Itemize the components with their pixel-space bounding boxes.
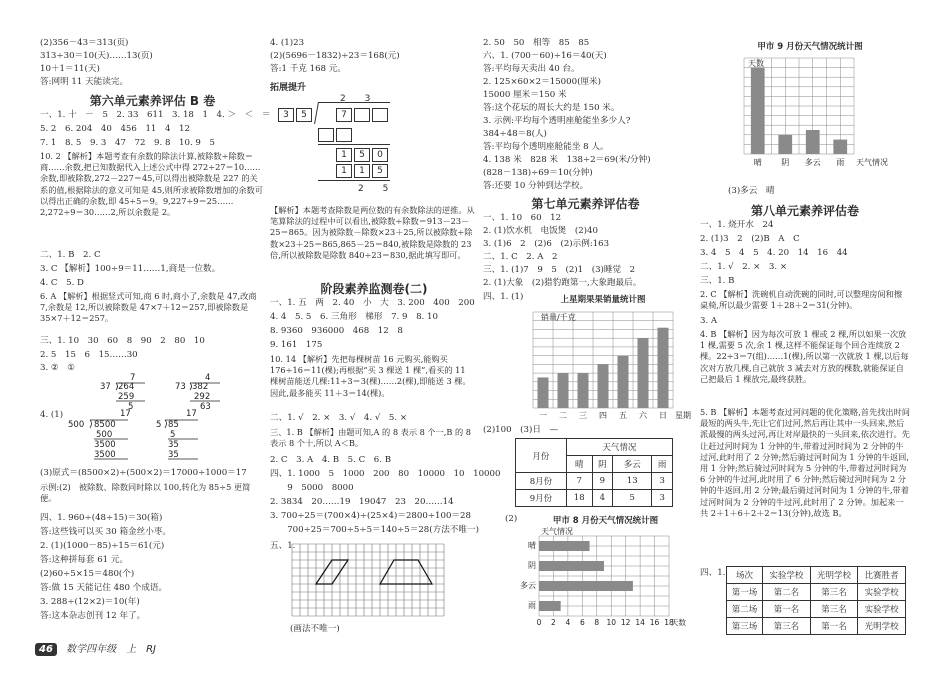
- line: 答:还要 10 分钟到达学校。: [483, 181, 589, 191]
- svg-text:73: 73: [175, 382, 186, 392]
- table-cell: 第三名: [810, 584, 858, 601]
- line: 三、1. (1)7 9 5 (2)1 (3)睡觉 2: [483, 265, 636, 275]
- bar: [578, 373, 589, 408]
- section-title: 阶段素养监测卷(二): [320, 282, 428, 296]
- line: 答:这本杂志创刊 12 年了。: [40, 611, 146, 621]
- line: 四、1. 960÷(48÷15)＝30(箱): [40, 513, 163, 523]
- svg-text:292: 292: [194, 392, 211, 402]
- svg-text:500: 500: [68, 420, 85, 430]
- svg-text:17: 17: [120, 409, 131, 419]
- line: 2. (1)(1000－85)÷15＝61(元): [40, 541, 165, 551]
- table-cell: 第一场: [727, 584, 763, 601]
- line: 2. 50 50 相等 85 85: [483, 38, 590, 48]
- table-header: 场次: [727, 567, 763, 584]
- line: (2)60÷5×15＝480(个): [40, 569, 135, 579]
- x-tick-label: 晴: [753, 158, 762, 167]
- bracket: [314, 102, 320, 124]
- column-3: [483, 0, 691, 673]
- line: 3. 288÷(12×2)＝10(年): [40, 597, 140, 607]
- bar: [806, 130, 820, 154]
- puzzle-remainder: 2 5: [358, 184, 397, 194]
- line: (3)多云 晴: [728, 186, 775, 196]
- x-tick-label: 6: [579, 618, 585, 627]
- svg-text:4: 4: [205, 373, 211, 383]
- y-axis-label: 销量/千克: [541, 313, 576, 322]
- table-row: [727, 601, 906, 618]
- svg-text:37: 37: [100, 382, 111, 392]
- section-title: 第八单元素养评估卷: [750, 204, 859, 218]
- line: 4. (1)23: [270, 38, 305, 48]
- line: 四、1. (1): [483, 292, 524, 302]
- line: 四、1.: [700, 568, 726, 578]
- svg-text:3500: 3500: [94, 450, 116, 460]
- line: 3. 示例:平均每个透明座舱能坐多少人?: [483, 116, 631, 126]
- page-footer: [35, 640, 156, 656]
- line: 15000 厘米＝150 米: [483, 90, 567, 100]
- bar: [598, 364, 609, 408]
- puzzle-box: [318, 128, 334, 142]
- table-cell: 3: [652, 490, 673, 507]
- svg-text:35: 35: [168, 450, 179, 460]
- svg-text:5: 5: [128, 402, 134, 412]
- puzzle-box: 5: [296, 108, 312, 122]
- puzzle-box: [354, 108, 370, 122]
- digit-puzzle: [270, 94, 430, 200]
- svg-text:17: 17: [186, 409, 197, 419]
- column-4: [700, 0, 910, 673]
- line: 一、1. 10 60 12: [483, 213, 562, 223]
- x-tick-label: 2: [551, 618, 556, 627]
- table-cell: 实验学校: [858, 584, 906, 601]
- line: 4. C 5. D: [40, 278, 84, 288]
- line: 二、1. C 2. A 2: [483, 252, 558, 262]
- line: 2. 5 15 6 15……30: [40, 350, 138, 360]
- table-cell: 第一名: [763, 601, 811, 618]
- x-tick-label: 多云: [804, 158, 821, 167]
- bar: [778, 135, 792, 154]
- line: 3. 700÷25＝(700×4)÷(25×4)＝2800÷100＝28: [270, 511, 471, 521]
- x-tick-label: 4: [565, 618, 571, 627]
- analysis-text: 10. 14 【解析】先把每棵树苗 16 元购买,能购买 176÷16＝11(棵);再根据“买 3 棵送 1 棵”,看买的 11 棵树苗能送几棵:11÷3＝3(棵)……2(棵),即能送 3 棵。因此,最多能买 11＋3＝14(棵)。: [270, 354, 471, 398]
- line: 二、1. √ 2. × 3. √ 4. √ 5. ×: [270, 413, 408, 423]
- line: 三、1. 10 30 60 8 90 2 80 10: [40, 336, 205, 346]
- x-tick-label: 18: [664, 618, 674, 627]
- table-header: 月份: [516, 439, 567, 473]
- table-row: [727, 584, 906, 601]
- rule: [318, 180, 390, 181]
- rule: [318, 144, 390, 145]
- table-header: 晴: [566, 456, 592, 473]
- x-axis-label: 星期: [675, 411, 691, 420]
- svg-text:259: 259: [118, 392, 135, 402]
- weather-aug-hbar-chart: [511, 526, 691, 634]
- bar: [618, 356, 629, 408]
- line: 五、1.: [270, 541, 296, 551]
- table-cell: 8月份: [516, 473, 567, 490]
- puzzle-box: 7: [336, 108, 352, 122]
- table-cell: 第二名: [763, 584, 811, 601]
- line: 3. C 【解析】100÷9＝11……1,商是一位数。: [40, 264, 221, 274]
- line: 答:1 千克 168 元。: [270, 64, 346, 74]
- line: 3. 4 5 4 5 4. 20 14 16 44: [700, 248, 848, 258]
- y-tick-label: 阴: [528, 561, 536, 570]
- line: 4. 138 米 828 米 138÷2＝69(米/分钟): [483, 155, 651, 165]
- long-division-figure: [100, 372, 250, 412]
- table-header: 比赛胜者: [858, 567, 906, 584]
- line: 六、1. (700－60)÷16＝40(天): [483, 51, 607, 61]
- bar: [539, 561, 604, 571]
- puzzle-quotient: 2 3: [340, 94, 379, 104]
- analysis-text: 2. C 【解析】洗碗机自动洗碗的同时,可以整理房间和擦桌椅,所以最少需要 1＋28＋2＝31(分钟)。: [700, 289, 903, 311]
- x-tick-label: 五: [619, 411, 627, 420]
- bar: [638, 338, 649, 408]
- race-result-table: [726, 566, 906, 635]
- svg-text:35: 35: [168, 440, 179, 450]
- table-header: 阴: [592, 456, 613, 473]
- chart-title: 甲市 9 月份天气情况统计图: [757, 42, 863, 52]
- analysis-text: 6. A 【解析】根据竖式可知,商 6 时,商小了,余数是 47,改商 7,余数是 12,所以被除数是 47×7＋12＝257,即被除数是 35×7＋12＝257。: [40, 291, 257, 324]
- x-tick-label: 二: [559, 411, 567, 420]
- line: 二、1. √ 2. × 3. ×: [700, 262, 788, 272]
- svg-text:85: 85: [168, 420, 179, 430]
- x-tick-label: 14: [635, 618, 645, 627]
- puzzle-box: 1: [354, 164, 370, 178]
- bar: [539, 581, 633, 591]
- svg-text:63: 63: [200, 402, 211, 412]
- x-tick-label: 16: [649, 618, 660, 627]
- x-tick-label: 一: [539, 411, 547, 420]
- x-tick-label: 六: [639, 411, 647, 420]
- line: (3)原式＝(8500×2)÷(500×2)＝17000÷1000＝17: [40, 468, 247, 478]
- line: (2): [505, 514, 518, 524]
- column-2: [270, 0, 501, 673]
- note-text: 示例:(2) 被除数、除数同时除以 100,转化为 85÷5 更简便。: [40, 482, 251, 504]
- analysis-text: 三、1. B 【解析】由题可知,A 的 8 表示 8 个一,B 的 8 表示 8 个十,所以 A＜B。: [270, 427, 472, 449]
- y-tick-label: 多云: [520, 581, 536, 590]
- section-title: 第六单元素养评估 B 卷: [89, 94, 216, 108]
- bar: [751, 68, 765, 154]
- line: 答:平均每天卖出 40 台。: [483, 64, 580, 74]
- svg-text:264: 264: [118, 382, 135, 392]
- bracket-line: [318, 102, 390, 103]
- line: 2. 125×60×2＝15000(厘米): [483, 77, 601, 87]
- svg-text:5: 5: [170, 430, 176, 440]
- x-axis-label: 天数: [671, 618, 686, 627]
- line: 2. (1)饮水机 电饭煲 (2)40: [483, 226, 598, 236]
- x-tick-label: 日: [659, 411, 667, 420]
- x-tick-label: 雨: [836, 158, 845, 167]
- weather-sep-bar-chart: [730, 52, 905, 182]
- puzzle-box: 1: [336, 164, 352, 178]
- division-figure: [68, 408, 238, 464]
- svg-text:8500: 8500: [94, 420, 116, 430]
- line: 答:平均每个透明座舱能坐 8 人。: [483, 142, 609, 152]
- line: 4. (1): [40, 410, 64, 420]
- puzzle-box: [372, 108, 388, 122]
- line: 9 5000 8000: [270, 483, 354, 493]
- line: 3. ② ①: [40, 363, 75, 373]
- subheading: 拓展提升: [270, 83, 307, 93]
- table-cell: 第三名: [810, 601, 858, 618]
- x-tick-label: 10: [606, 618, 616, 627]
- table-header: 雨: [652, 456, 673, 473]
- page-number: 46: [35, 643, 57, 656]
- analysis-text: 10. 2 【解析】本题考查有余数的除法计算,被除数÷除数＝商……余数,把已知数据代入上述公式中得 272÷27＝10……余数,即被除数,272－227＝45,可以得出被除数是 227 的关系的值,根据除法的意义可知是 45,则所求被除数增加的余数可以得出正确的余数,即 45÷5＝9。9,227÷9＝25……2,272÷9＝30……2,所以余数是 2。: [40, 151, 263, 218]
- table-header: 多云: [613, 456, 652, 473]
- chart-title: 甲市 8 月份天气情况统计图: [552, 516, 659, 526]
- line: 答:网明 11 天能读完。: [40, 77, 129, 87]
- line: 四、1. 1000 5 1000 200 80 10000 10 10000: [270, 469, 501, 479]
- table-cell: 9月份: [516, 490, 567, 507]
- puzzle-box: 3: [278, 108, 294, 122]
- line: 384÷48＝8(人): [483, 129, 547, 139]
- footer-label: 数学四年级 上 RJ: [66, 644, 157, 655]
- table-cell: 7: [566, 473, 592, 490]
- svg-text:5: 5: [156, 420, 162, 430]
- table-row: [516, 490, 673, 507]
- bar: [833, 140, 847, 154]
- line: (828－138)÷69＝10(分钟): [483, 168, 593, 178]
- line: 3. A: [700, 316, 718, 326]
- line: (2)356－43＝313(页): [40, 38, 129, 48]
- bar: [558, 373, 569, 408]
- table-cell: 5: [613, 490, 652, 507]
- analysis-text: 4. B 【解析】因为每次可放 1 棵或 2 棵,所以如果一次放 1 棵,需要 5 次,余 1 棵,这样不能保证每个回合连续放 2 棵。22÷3＝7(组)……1(棵),所以第一次就放 1 棵,以后每次对方放几棵,自己就放 3 减去对方放的棵数,就能保证自己把最后 1 棵放完,最终获胜。: [700, 329, 909, 384]
- chart-title: 上星期果果销量统计图: [560, 295, 646, 305]
- puzzle-box: 0: [372, 148, 388, 162]
- x-tick-label: 0: [536, 618, 542, 627]
- y-tick-label: 晴: [528, 541, 536, 550]
- table-cell: 第三场: [727, 618, 763, 635]
- line: 三、1. B: [700, 276, 735, 286]
- line: 4. 4 5. 5 6. 三角形 梯形 7. 9 8. 10: [270, 312, 438, 322]
- line: 313÷30＝10(天)……13(页): [40, 51, 153, 61]
- line: (2)(5696－1832)÷23＝168(元): [270, 51, 400, 61]
- line: 答:这个花坛的周长大约是 150 米。: [483, 103, 620, 113]
- svg-text:382: 382: [192, 382, 209, 392]
- table-cell: 3: [652, 473, 673, 490]
- svg-text:7: 7: [130, 373, 136, 383]
- puzzle-box: 1: [336, 148, 352, 162]
- sales-bar-chart: [511, 304, 689, 424]
- x-tick-label: 阴: [781, 158, 790, 167]
- table-row: [516, 473, 673, 490]
- y-tick-label: 雨: [528, 601, 536, 610]
- table-cell: 第一名: [810, 618, 858, 635]
- line: 答:这些钱可以买 30 箱金丝小枣。: [40, 527, 172, 537]
- grid-note: (画法不唯一): [290, 624, 340, 634]
- line: 2. C 3. A 4. B 5. C 6. B: [270, 455, 392, 465]
- table-row: [727, 618, 906, 635]
- line: (2)100 (3)日 —: [483, 425, 559, 435]
- x-axis-label: 天气情况: [856, 158, 888, 167]
- x-tick-label: 12: [620, 618, 631, 627]
- table-header: 天气情况: [566, 439, 672, 456]
- bar: [658, 328, 669, 408]
- puzzle-box: 5: [354, 148, 370, 162]
- puzzle-box: [336, 128, 352, 142]
- column-1: [40, 0, 271, 673]
- table-cell: 第二场: [727, 601, 763, 618]
- svg-text:3500: 3500: [94, 440, 116, 450]
- table-cell: 第三名: [763, 618, 811, 635]
- line: 2. 3834 20……19 19047 23 20……14: [270, 497, 454, 507]
- line: 9. 161 175: [270, 340, 323, 350]
- section-title: 第七单元素养评估卷: [531, 197, 640, 211]
- table-cell: 13: [613, 473, 652, 490]
- drawing-grid: [292, 544, 452, 619]
- x-tick-label: 三: [579, 411, 587, 420]
- line: 一、1. 烧开水 24: [700, 220, 774, 230]
- line: 二、1. B 2. C: [40, 250, 101, 260]
- bar: [539, 601, 561, 611]
- line: 3. (1)6 2 (2)6 (2)示例:163: [483, 239, 610, 249]
- line: 700÷25＝700÷5÷5＝140÷5＝28(方法不唯一): [270, 525, 479, 535]
- table-cell: 18: [566, 490, 592, 507]
- x-tick-label: 8: [594, 618, 600, 627]
- bar: [538, 377, 549, 408]
- line: 8. 9360 936000 468 12 8: [270, 326, 403, 336]
- x-tick-label: 四: [599, 411, 607, 420]
- line: 2. (1)大象 (2)猎豹跑第一,大象跑最后。: [483, 278, 642, 288]
- table-header: 光明学校: [810, 567, 858, 584]
- analysis-text: 【解析】本题考查除数是两位数的有余数除法的逆推。从笔算除法的过程中可以看出,被除数÷除数＝913－23－25＝865。因为被除数－除数×23＋25,所以被除数÷除数×23＋25＝865,865－25＝840,被除数是除数的 23 倍,所以被除数是除数 840÷23＝830,据此填写即可。: [270, 205, 475, 260]
- line: 一、1. 十 － 5 2. 33 611 3. 18 1 4. ＞ ＜ ＝: [40, 110, 271, 120]
- table-cell: 实验学校: [858, 601, 906, 618]
- analysis-text: 5. B 【解析】本题考查过河问题的优化策略,首先找出时间最短的两头牛,先让它们过河,然后再让其中一头回来,然后派最慢的两头过河,再让对岸最快的一头回来,依次进行。先让赶过河时间为 1 分钟的牛,带着过河时间为 2 分钟的牛过河,此时用了 2 分钟;然后骑过河时间为 1 分钟的牛返回,用 1 分钟;然后骑过河时间为 5 分钟的牛,带着过河时间为 6 分钟的牛过河,此时用了 6 分钟;然后骑过河时间为 2 分钟的牛返回,用 2 分钟;最后骑过河时间为 1 分钟的牛,带着过河时间为 2 分钟的牛过河,此时用了 2 分钟。加起来一共 2＋1＋6＋2＋2＝13(分钟),故选 B。: [700, 407, 910, 518]
- table-cell: 光明学校: [858, 618, 906, 635]
- line: 2. (1)3 2 (2)B A C: [700, 234, 800, 244]
- bar: [539, 541, 590, 551]
- line: 10＋1＝11(天): [40, 64, 100, 74]
- table-cell: 9: [592, 473, 613, 490]
- puzzle-box: 5: [372, 164, 388, 178]
- svg-text:500: 500: [96, 430, 113, 440]
- table-cell: 4: [592, 490, 613, 507]
- weather-table: [515, 438, 673, 507]
- line: 答:这种拼每套 61 元。: [40, 555, 129, 565]
- y-axis-label: 天数: [748, 59, 764, 68]
- line: 答:做 15 天能记住 480 个成语。: [40, 583, 168, 593]
- y-axis-label: 天气情况: [541, 527, 573, 536]
- line: 一、1. 五 两 2. 40 小 大 3. 200 400 200: [270, 298, 475, 308]
- line: 5. 2 6. 204 40 456 11 4 12: [40, 124, 190, 134]
- table-header: 实验学校: [763, 567, 811, 584]
- line: 7. 1 8. 5 9. 3 47 72 9. 8 10. 9 5: [40, 138, 215, 148]
